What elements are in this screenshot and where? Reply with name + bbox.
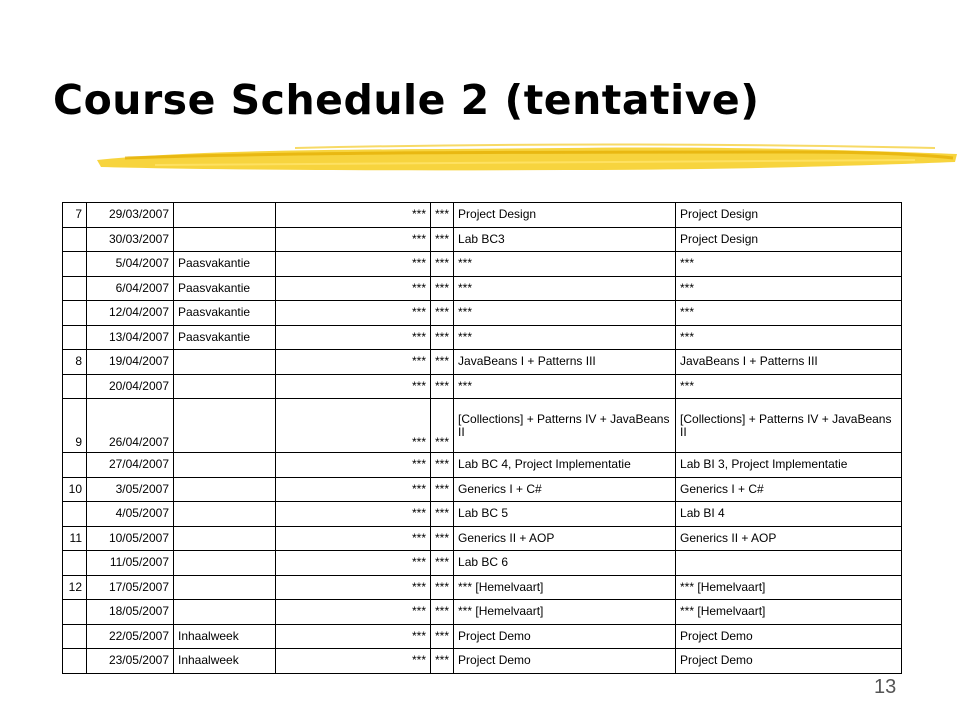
session1-cell: *** [276,325,431,350]
row-number [63,624,87,649]
topic-bi-cell: Project Demo [676,649,902,674]
table-row [63,227,902,252]
vacation-cell: Inhaalweek [174,624,276,649]
date-cell: 20/04/2007 [87,374,174,399]
topic-bc-cell: *** [454,276,676,301]
topic-bi-cell: *** [676,325,902,350]
topic-bi-cell: JavaBeans I + Patterns III [676,350,902,375]
date-cell: 4/05/2007 [87,502,174,527]
table-row [63,203,902,228]
topic-bc-cell: *** [Hemelvaart] [454,575,676,600]
topic-bi-cell: Lab BI 3, Project Implementatie [676,453,902,478]
session2-cell: *** [431,649,454,674]
topic-bc-cell: *** [Hemelvaart] [454,600,676,625]
session1-cell: *** [276,453,431,478]
session1-cell: *** [276,575,431,600]
session2-cell: *** [431,526,454,551]
session2-cell: *** [431,502,454,527]
date-cell: 11/05/2007 [87,551,174,576]
session1-cell: *** [276,399,431,453]
session2-cell: *** [431,301,454,326]
session2-cell: *** [431,227,454,252]
session2-cell: *** [431,252,454,277]
vacation-cell [174,502,276,527]
table-row [63,575,902,600]
session2-cell: *** [431,350,454,375]
row-number [63,374,87,399]
date-cell: 30/03/2007 [87,227,174,252]
session2-cell: *** [431,325,454,350]
topic-bi-cell: Project Design [676,203,902,228]
session2-cell: *** [431,399,454,453]
session1-cell: *** [276,649,431,674]
topic-bc-cell: Project Demo [454,624,676,649]
row-number [63,276,87,301]
session1-cell: *** [276,301,431,326]
topic-bi-cell: [Collections] + Patterns IV + JavaBeans II [676,399,902,453]
topic-bc-cell: JavaBeans I + Patterns III [454,350,676,375]
session1-cell: *** [276,252,431,277]
vacation-cell: Inhaalweek [174,649,276,674]
vacation-cell: Paasvakantie [174,325,276,350]
row-number [63,325,87,350]
session2-cell: *** [431,203,454,228]
session1-cell: *** [276,600,431,625]
date-cell: 10/05/2007 [87,526,174,551]
topic-bc-cell: Project Design [454,203,676,228]
session2-cell: *** [431,551,454,576]
session1-cell: *** [276,526,431,551]
slide-title: Course Schedule 2 (tentative) [53,76,760,124]
date-cell: 27/04/2007 [87,453,174,478]
topic-bi-cell: *** [Hemelvaart] [676,575,902,600]
date-cell: 26/04/2007 [87,399,174,453]
session1-cell: *** [276,227,431,252]
topic-bc-cell: Lab BC 6 [454,551,676,576]
topic-bi-cell: Generics II + AOP [676,526,902,551]
page-number: 13 [874,676,897,698]
topic-bi-cell: *** [676,252,902,277]
highlighter-stroke-decoration [95,140,960,178]
topic-bc-cell: Lab BC3 [454,227,676,252]
session1-cell: *** [276,374,431,399]
table-row [63,252,902,277]
table-row [63,551,902,576]
row-number [63,227,87,252]
topic-bc-cell: *** [454,374,676,399]
session2-cell: *** [431,477,454,502]
table-row [63,350,902,375]
date-cell: 12/04/2007 [87,301,174,326]
vacation-cell [174,203,276,228]
date-cell: 13/04/2007 [87,325,174,350]
schedule-table [62,202,902,674]
vacation-cell [174,453,276,478]
vacation-cell [174,526,276,551]
session1-cell: *** [276,502,431,527]
session1-cell: *** [276,551,431,576]
session2-cell: *** [431,374,454,399]
session1-cell: *** [276,477,431,502]
date-cell: 5/04/2007 [87,252,174,277]
row-number: 12 [63,575,87,600]
session1-cell: *** [276,350,431,375]
table-row [63,276,902,301]
session2-cell: *** [431,276,454,301]
vacation-cell [174,551,276,576]
table-row [63,526,902,551]
table-row [63,502,902,527]
topic-bi-cell: Project Demo [676,624,902,649]
topic-bc-cell: Lab BC 5 [454,502,676,527]
vacation-cell [174,600,276,625]
row-number: 10 [63,477,87,502]
row-number [63,600,87,625]
topic-bi-cell: *** [676,301,902,326]
topic-bc-cell: Project Demo [454,649,676,674]
row-number [63,502,87,527]
topic-bc-cell: *** [454,325,676,350]
table-row [63,649,902,674]
vacation-cell [174,374,276,399]
row-number: 7 [63,203,87,228]
vacation-cell [174,399,276,453]
date-cell: 17/05/2007 [87,575,174,600]
session1-cell: *** [276,276,431,301]
row-number: 11 [63,526,87,551]
topic-bc-cell: Generics II + AOP [454,526,676,551]
session1-cell: *** [276,624,431,649]
row-number: 8 [63,350,87,375]
row-number [63,649,87,674]
table-row [63,301,902,326]
topic-bc-cell: *** [454,252,676,277]
topic-bi-cell: Project Design [676,227,902,252]
vacation-cell: Paasvakantie [174,301,276,326]
vacation-cell: Paasvakantie [174,276,276,301]
row-number: 9 [63,399,87,453]
table-row [63,325,902,350]
date-cell: 3/05/2007 [87,477,174,502]
topic-bi-cell: Lab BI 4 [676,502,902,527]
row-number [63,301,87,326]
vacation-cell [174,350,276,375]
date-cell: 22/05/2007 [87,624,174,649]
table-row [63,477,902,502]
table-row [63,399,902,453]
topic-bc-cell: Generics I + C# [454,477,676,502]
date-cell: 18/05/2007 [87,600,174,625]
session2-cell: *** [431,575,454,600]
session2-cell: *** [431,600,454,625]
date-cell: 19/04/2007 [87,350,174,375]
date-cell: 6/04/2007 [87,276,174,301]
date-cell: 29/03/2007 [87,203,174,228]
topic-bi-cell [676,551,902,576]
table-row [63,600,902,625]
topic-bc-cell: *** [454,301,676,326]
topic-bi-cell: Generics I + C# [676,477,902,502]
session2-cell: *** [431,453,454,478]
vacation-cell [174,227,276,252]
date-cell: 23/05/2007 [87,649,174,674]
topic-bc-cell: [Collections] + Patterns IV + JavaBeans II [454,399,676,453]
topic-bi-cell: *** [676,276,902,301]
row-number [63,551,87,576]
vacation-cell: Paasvakantie [174,252,276,277]
topic-bi-cell: *** [Hemelvaart] [676,600,902,625]
topic-bc-cell: Lab BC 4, Project Implementatie [454,453,676,478]
topic-bi-cell: *** [676,374,902,399]
row-number [63,252,87,277]
session2-cell: *** [431,624,454,649]
vacation-cell [174,477,276,502]
table-row [63,374,902,399]
vacation-cell [174,575,276,600]
table-row [63,453,902,478]
table-row [63,624,902,649]
row-number [63,453,87,478]
session1-cell: *** [276,203,431,228]
